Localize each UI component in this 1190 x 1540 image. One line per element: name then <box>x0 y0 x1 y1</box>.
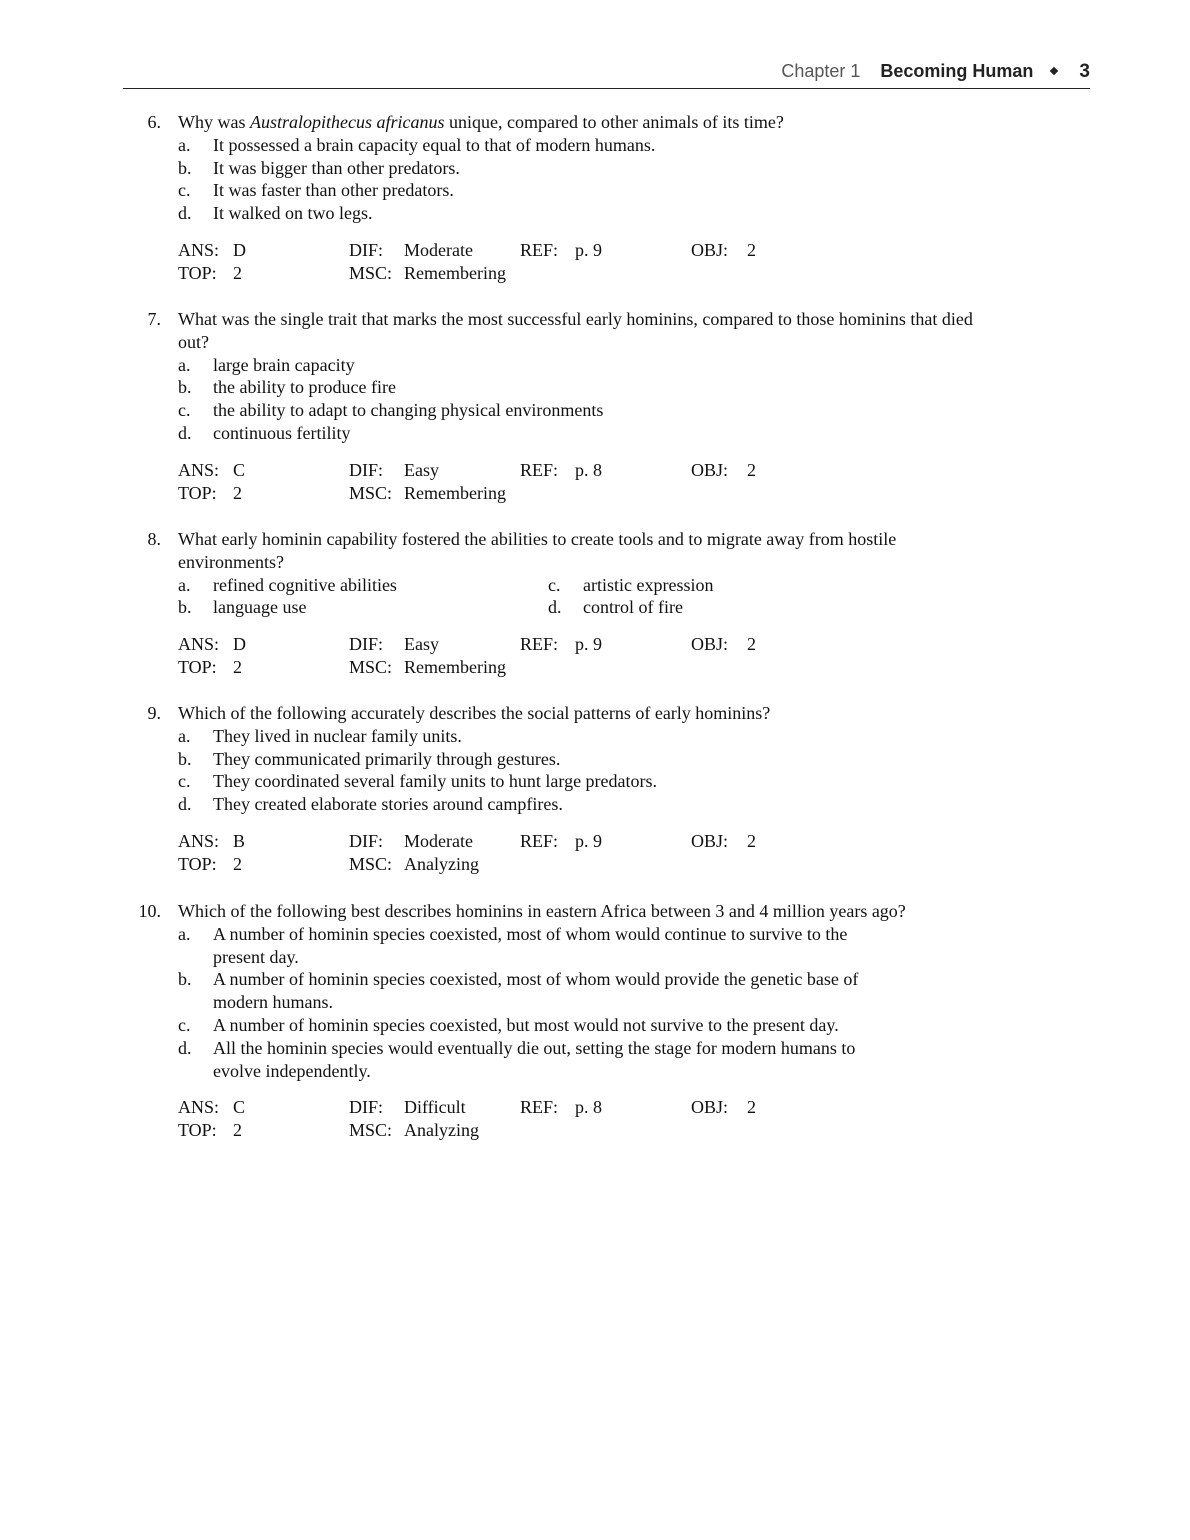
answer-options <box>178 923 1190 1083</box>
option-b <box>178 748 938 771</box>
ans-label: ANS: <box>178 1097 220 1118</box>
obj-label: OBJ: <box>691 459 729 480</box>
option-text: A number of hominin species coexisted, most of whom would provide the genetic base of modern humans. <box>213 969 859 1013</box>
question-text: What early hominin capability fostered the abilities to create tools and to migrate away from hostile environments? <box>178 529 897 572</box>
option-text: language use <box>213 597 307 618</box>
page-number: 3 <box>1079 61 1090 82</box>
option-d <box>178 202 938 225</box>
option-letter: c. <box>548 574 561 595</box>
option-text: They communicated primarily through gestures. <box>213 748 561 769</box>
msc-value: Remembering <box>404 657 506 678</box>
ref-label: REF: <box>520 634 559 655</box>
question-text-end: unique, compared to other animals of its time? <box>444 112 784 132</box>
question-number: 9. <box>147 703 161 723</box>
option-a <box>178 354 938 377</box>
question-text: Which of the following accurately describes the social patterns of early hominins? <box>178 703 771 723</box>
obj-label: OBJ: <box>691 634 729 655</box>
msc-label: MSC: <box>349 853 393 874</box>
option-letter: a. <box>178 134 191 155</box>
ans-value: C <box>233 459 246 480</box>
obj-value: 2 <box>747 459 756 480</box>
option-letter: b. <box>178 969 192 990</box>
obj-value: 2 <box>747 634 756 655</box>
ref-value: p. 8 <box>575 1097 602 1118</box>
question-text: Which of the following best describes hominins in eastern Africa between 3 and 4 million years ago? <box>178 901 906 921</box>
question-9 <box>0 702 1190 876</box>
ref-value: p. 9 <box>575 830 602 851</box>
option-text: A number of hominin species coexisted, but most would not survive to the present day. <box>213 1014 839 1035</box>
option-b <box>178 157 938 180</box>
option-text: refined cognitive abilities <box>213 574 397 595</box>
question-7 <box>0 308 1190 505</box>
answer-options <box>178 725 1190 816</box>
option-b <box>178 376 938 399</box>
answer-options <box>178 574 1190 620</box>
question-text: What was the single trait that marks the most successful early hominins, compared to those hominins that died out? <box>178 309 973 352</box>
answer-metadata <box>178 830 1190 876</box>
obj-value: 2 <box>747 1097 756 1118</box>
option-d <box>178 793 938 816</box>
ans-label: ANS: <box>178 459 220 480</box>
option-text: They lived in nuclear family units. <box>213 725 462 746</box>
option-letter: d. <box>178 422 192 443</box>
ans-value: D <box>233 239 246 260</box>
option-text: artistic expression <box>583 574 714 595</box>
dif-label: DIF: <box>349 1097 384 1118</box>
top-value: 2 <box>233 1120 242 1141</box>
ref-value: p. 8 <box>575 459 602 480</box>
msc-value: Analyzing <box>404 1120 479 1141</box>
top-value: 2 <box>233 262 242 283</box>
answer-metadata <box>178 633 1190 679</box>
option-c <box>178 770 938 793</box>
option-d <box>178 1037 903 1083</box>
chapter-title: Becoming Human <box>880 61 1034 81</box>
option-letter: c. <box>178 180 191 201</box>
answer-metadata <box>178 239 1190 285</box>
option-letter: b. <box>178 157 192 178</box>
option-a <box>178 134 938 157</box>
option-text: continuous fertility <box>213 422 351 443</box>
option-text: control of fire <box>583 597 683 618</box>
top-label: TOP: <box>178 482 217 503</box>
ans-value: B <box>233 830 246 851</box>
diamond-icon <box>1050 67 1058 75</box>
running-head <box>781 61 1090 83</box>
option-letter: d. <box>178 1037 192 1058</box>
question-number: 6. <box>147 112 161 132</box>
msc-label: MSC: <box>349 1120 393 1141</box>
ref-value: p. 9 <box>575 634 602 655</box>
option-b <box>178 968 903 1014</box>
option-text: It was bigger than other predators. <box>213 157 460 178</box>
ref-value: p. 9 <box>575 239 602 260</box>
obj-label: OBJ: <box>691 1097 729 1118</box>
question-number: 8. <box>147 529 161 549</box>
dif-label: DIF: <box>349 830 384 851</box>
msc-value: Remembering <box>404 262 506 283</box>
dif-value: Easy <box>404 459 439 480</box>
question-text <box>178 111 978 134</box>
msc-label: MSC: <box>349 482 393 503</box>
option-c <box>178 399 938 422</box>
top-label: TOP: <box>178 657 217 678</box>
option-c <box>178 179 938 202</box>
top-label: TOP: <box>178 262 217 283</box>
question-number: 10. <box>138 901 161 921</box>
msc-value: Analyzing <box>404 853 479 874</box>
dif-label: DIF: <box>349 459 384 480</box>
species-name: Australopithecus africanus <box>249 112 445 132</box>
answer-metadata <box>178 1096 1190 1142</box>
obj-value: 2 <box>747 239 756 260</box>
dif-value: Moderate <box>404 830 473 851</box>
option-text: large brain capacity <box>213 354 355 375</box>
option-a <box>178 725 938 748</box>
option-letter: b. <box>178 748 192 769</box>
option-d <box>548 596 948 619</box>
answer-metadata <box>178 459 1190 505</box>
answer-options <box>178 354 1190 445</box>
msc-label: MSC: <box>349 657 393 678</box>
ans-label: ANS: <box>178 239 220 260</box>
ref-label: REF: <box>520 830 559 851</box>
option-a <box>178 923 903 969</box>
msc-value: Remembering <box>404 482 506 503</box>
ans-value: C <box>233 1097 246 1118</box>
option-letter: d. <box>178 203 192 224</box>
top-label: TOP: <box>178 853 217 874</box>
top-value: 2 <box>233 482 242 503</box>
ref-label: REF: <box>520 1097 559 1118</box>
option-letter: a. <box>178 923 191 944</box>
msc-label: MSC: <box>349 262 393 283</box>
option-letter: a. <box>178 574 191 595</box>
top-label: TOP: <box>178 1120 217 1141</box>
top-value: 2 <box>233 853 242 874</box>
option-text: It was faster than other predators. <box>213 180 454 201</box>
option-letter: c. <box>178 771 191 792</box>
option-letter: b. <box>178 597 192 618</box>
option-text: A number of hominin species coexisted, most of whom would continue to survive to the present day. <box>213 923 848 967</box>
option-letter: b. <box>178 377 192 398</box>
option-letter: a. <box>178 725 191 746</box>
option-letter: c. <box>178 400 191 421</box>
obj-label: OBJ: <box>691 239 729 260</box>
option-letter: a. <box>178 354 191 375</box>
question-6 <box>0 111 1190 285</box>
dif-value: Easy <box>404 634 439 655</box>
ref-label: REF: <box>520 459 559 480</box>
top-value: 2 <box>233 657 242 678</box>
question-number: 7. <box>147 309 161 329</box>
answer-options <box>178 134 1190 225</box>
option-a <box>178 574 548 597</box>
page-header <box>123 60 1090 89</box>
question-10 <box>0 900 1190 1142</box>
ans-label: ANS: <box>178 634 220 655</box>
option-text: It possessed a brain capacity equal to that of modern humans. <box>213 134 656 155</box>
option-b <box>178 596 548 619</box>
option-text: It walked on two legs. <box>213 203 373 224</box>
option-c <box>178 1014 903 1037</box>
option-text: the ability to produce fire <box>213 377 396 398</box>
option-text: They created elaborate stories around campfires. <box>213 794 563 815</box>
option-c <box>548 574 948 597</box>
dif-label: DIF: <box>349 239 384 260</box>
option-text: All the hominin species would eventually die out, setting the stage for modern humans to evolve independently. <box>213 1037 856 1081</box>
option-letter: c. <box>178 1014 191 1035</box>
question-8 <box>0 528 1190 679</box>
question-text-start: Why was <box>178 112 250 132</box>
dif-label: DIF: <box>349 634 384 655</box>
option-d <box>178 422 938 445</box>
option-letter: d. <box>548 597 562 618</box>
ans-value: D <box>233 634 246 655</box>
dif-value: Difficult <box>404 1097 466 1118</box>
option-text: the ability to adapt to changing physical environments <box>213 400 604 421</box>
ans-label: ANS: <box>178 830 220 851</box>
chapter-label: Chapter 1 <box>781 61 861 81</box>
obj-value: 2 <box>747 830 756 851</box>
option-text: They coordinated several family units to hunt large predators. <box>213 771 658 792</box>
dif-value: Moderate <box>404 239 473 260</box>
obj-label: OBJ: <box>691 830 729 851</box>
option-letter: d. <box>178 794 192 815</box>
ref-label: REF: <box>520 239 559 260</box>
